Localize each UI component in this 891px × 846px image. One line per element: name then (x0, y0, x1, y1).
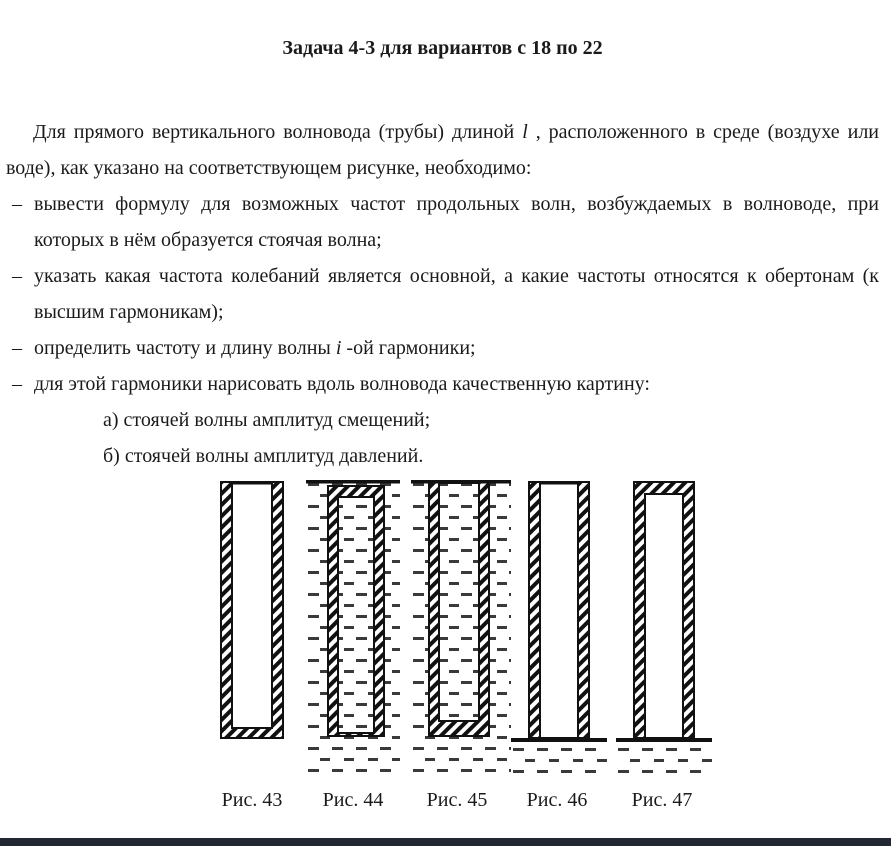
dash-bullet-icon: – (12, 193, 22, 215)
subitem-a: а) стоячей волны амплитуд смещений; (103, 409, 431, 431)
figure-45-caption: Рис. 45 (426, 789, 488, 811)
subitem-b: б) стоячей волны амплитуд давлений. (103, 445, 424, 467)
task-item-3-text: определить частоту и длину волны (34, 337, 336, 359)
intro-text-1: Для прямого вертикального волновода (трубы) длиной (33, 121, 523, 143)
task-item-4 (6, 366, 879, 402)
dash-bullet-icon: – (12, 337, 22, 359)
task-item-1-text: вывести формулу для возможных частот продольных волн, возбуждаемых в волноводе, при которых в нём образуется стоячая волна; (34, 193, 879, 251)
intro-text-2: , расположенного в среде (воздухе или воде), как указано на соответствующем рисунке, необходимо: (6, 121, 879, 179)
intro-paragraph (6, 114, 879, 186)
figure-43-caption: Рис. 43 (221, 789, 283, 811)
figure-46-caption: Рис. 46 (526, 789, 588, 811)
window-bottom-edge-bar (0, 838, 891, 846)
figure-47-caption: Рис. 47 (631, 789, 693, 811)
figure-43-waveguide (220, 481, 284, 739)
figure-44-waveguide (306, 480, 400, 772)
dash-bullet-icon: – (12, 265, 22, 287)
figure-46-waveguide (511, 481, 607, 773)
symbol-i: i (335, 337, 342, 359)
dash-bullet-icon: – (12, 373, 22, 395)
task-item-4-text: для этой гармоники нарисовать вдоль волновода качественную картину: (34, 373, 650, 395)
problem-title: Задача 4-3 для вариантов с 18 по 22 (282, 37, 603, 59)
task-item-2 (6, 258, 879, 330)
figure-47-waveguide (616, 481, 712, 773)
figure-44-caption: Рис. 44 (322, 789, 384, 811)
task-item-2-text: указать какая частота колебаний является основной, а какие частоты относятся к обертонам (к высшим гармоникам); (34, 265, 879, 323)
figures-row (0, 480, 891, 826)
task-item-3-text-2: -ой гармоники; (341, 337, 476, 359)
figure-45-waveguide (411, 480, 511, 772)
task-item-1 (6, 186, 879, 258)
task-list (6, 186, 879, 402)
task-item-3 (6, 330, 879, 366)
symbol-l: l (522, 121, 528, 143)
